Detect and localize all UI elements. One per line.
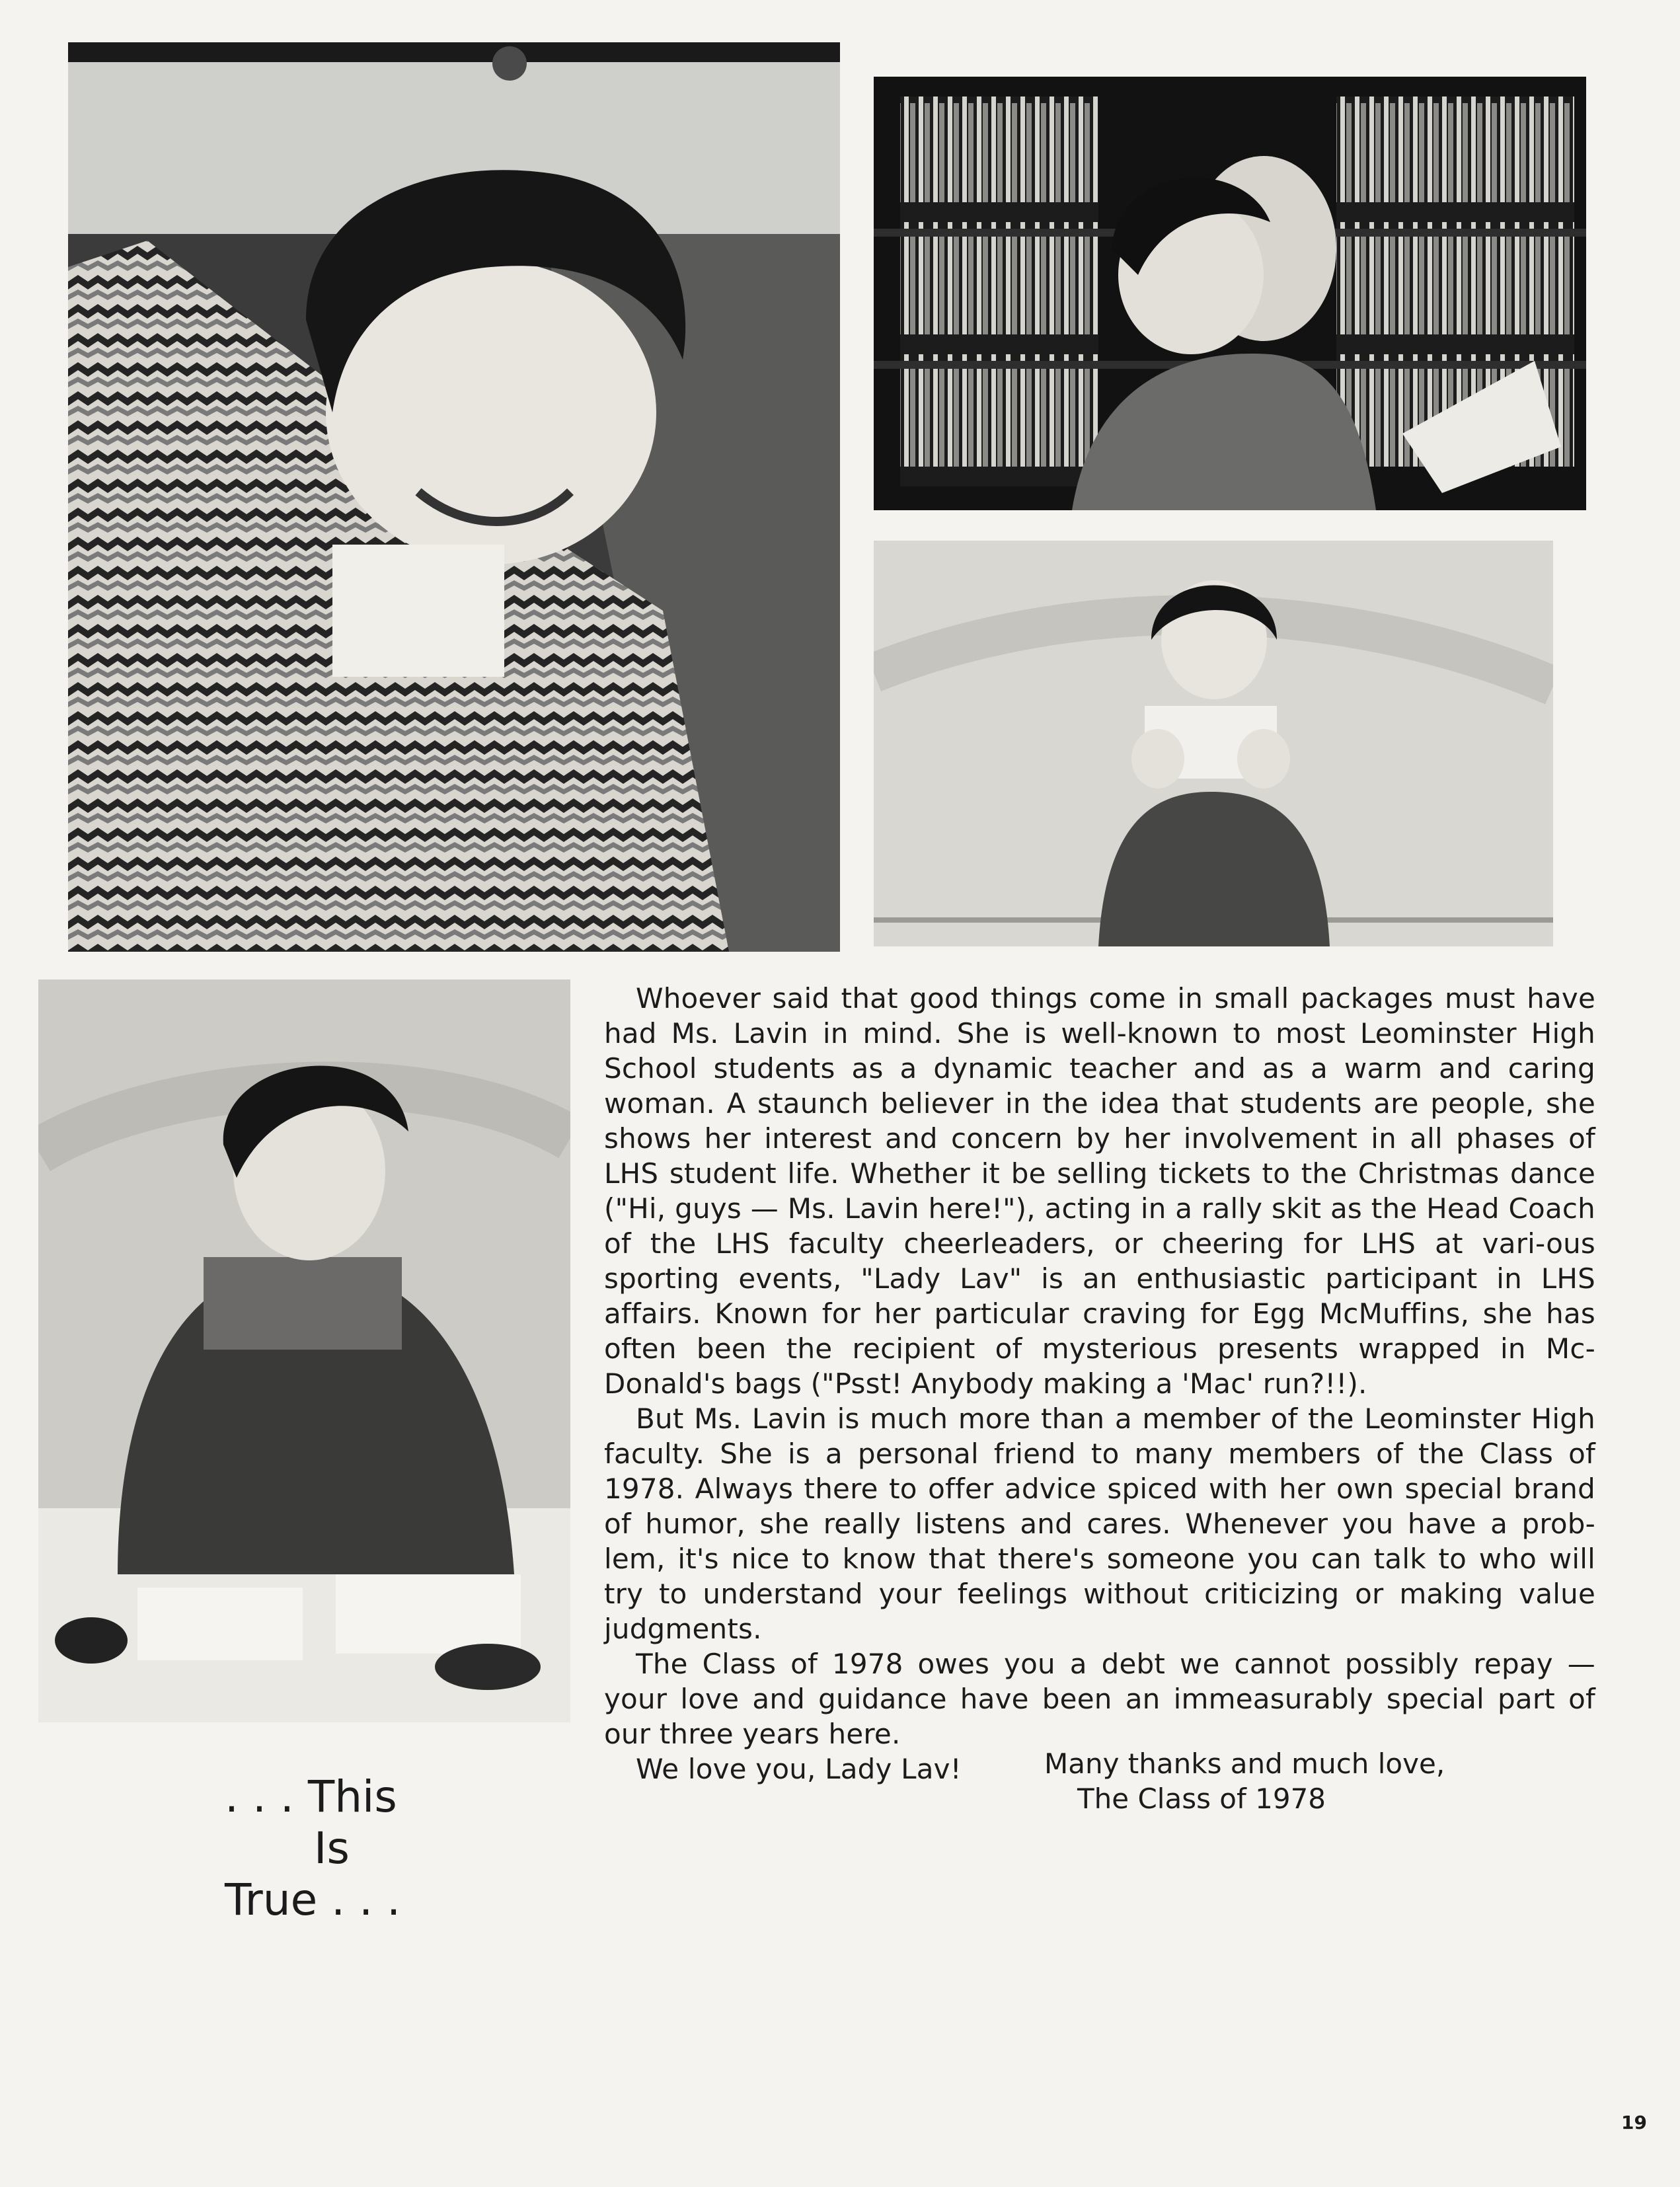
side-caption-line-1: . . . This bbox=[225, 1771, 397, 1822]
photo-holding-money-image bbox=[874, 541, 1553, 946]
side-caption-line-3: True . . . bbox=[225, 1874, 401, 1925]
photo-library-shelves-image bbox=[874, 77, 1586, 510]
photo-library-shelves bbox=[874, 77, 1586, 510]
photo-holding-money bbox=[874, 541, 1553, 946]
signature: The Class of 1978 bbox=[1077, 1783, 1326, 1815]
photo-laughing-teacher bbox=[68, 42, 840, 952]
photo-laughing-teacher-image bbox=[68, 42, 840, 952]
article-paragraph-4: We love you, Lady Lav! bbox=[636, 1753, 962, 1785]
article-paragraph-2: But Ms. Lavin is much more than a member of the Leominster High faculty. She is a personal friend to many members of the Class of 1978. Always there to offer advice spiced with her own special brand of humor, she really listens and cares. Whenever you have a prob-lem, it's nice to know that there's someone you can talk to who will try to understand your feelings without criticizing or making value judgments. bbox=[604, 1402, 1595, 1645]
side-caption-line-2: Is bbox=[314, 1823, 350, 1874]
article-paragraph-1: Whoever said that good things come in small packages must have had Ms. Lavin in mind. She is well-known to most Leominster High School students as a dynamic teacher and as a warm and caring woman. A staunch believer in the idea that students are people, she shows her interest and concern by her involvement in all phases of LHS student life. Whether it be selling tickets to the Christmas dance ("Hi, guys — Ms. Lavin here!"), acting in a rally skit as the Head Coach of the LHS faculty cheerleaders, or cheering for LHS at vari-ous sporting events, "Lady Lav" is an enthusiastic participant in LHS affairs. Known for her particular craving for Egg McMuffins, she has often been the recipient of mysterious presents wrapped in Mc-Donald's bags ("Psst! Anybody making a 'Mac' run?!!). bbox=[604, 982, 1595, 1400]
side-caption bbox=[225, 1771, 401, 1926]
photo-teacher-at-desk bbox=[38, 979, 570, 1722]
article-paragraph-3: The Class of 1978 owes you a debt we cannot possibly repay — your love and guidance have been an immeasurably special part of our three years here. bbox=[604, 1648, 1595, 1750]
tribute-article bbox=[604, 981, 1595, 1786]
photo-teacher-at-desk-image bbox=[38, 979, 570, 1722]
closing-block bbox=[1044, 1746, 1445, 1816]
page-number: 19 bbox=[1621, 2112, 1647, 2133]
closing-line: Many thanks and much love, bbox=[1044, 1747, 1445, 1780]
